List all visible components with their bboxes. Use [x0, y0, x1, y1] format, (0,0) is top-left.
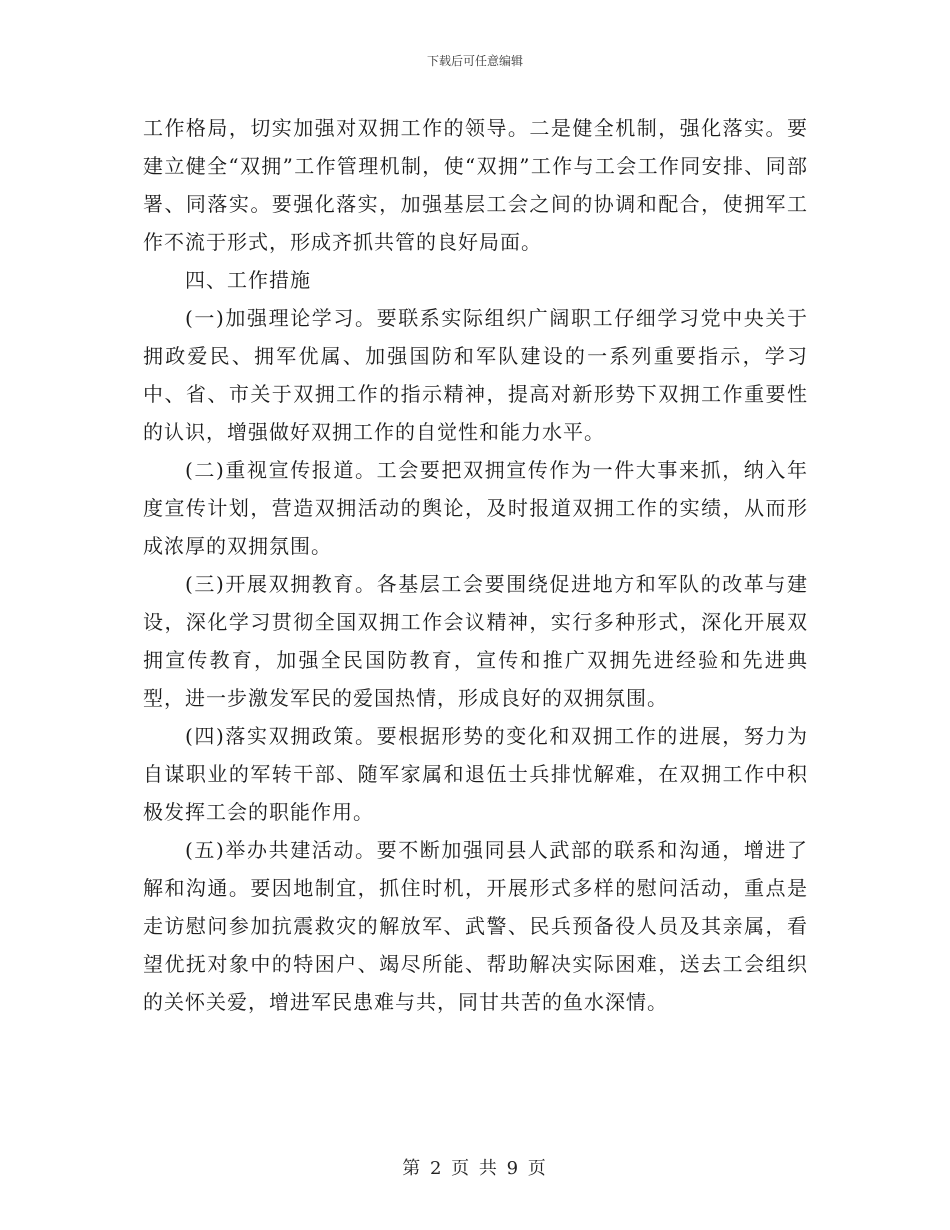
- paragraph-measure-3: (三)开展双拥教育。各基层工会要围绕促进地方和军队的改革与建设，深化学习贯彻全国双拥工作会议精神，实行多种形式，深化开展双拥宣传教育，加强全民国防教育，宣传和推广双拥先进经验和先进典型，进一步激发军民的爱国热情，形成良好的双拥氛围。: [143, 572, 808, 710]
- page-header: 下载后可任意编辑: [426, 54, 523, 68]
- paragraph-measure-4: (四)落实双拥政策。要根据形势的变化和双拥工作的进展，努力为自谋职业的军转干部、随军家属和退伍士兵排忧解难，在双拥工作中积极发挥工会的职能作用。: [143, 724, 808, 824]
- paragraph-1: 工作格局，切实加强对双拥工作的领导。二是健全机制，强化落实。要建立健全“双拥”工作管理机制，使“双拥”工作与工会工作同安排、同部署、同落实。要强化落实，加强基层工会之间的协调和配合，使拥军工作不流于形式，形成齐抓共管的良好局面。: [143, 116, 808, 254]
- page-number: 第 2 页 共 9 页: [402, 1158, 548, 1179]
- section-heading: 四、工作措施: [185, 268, 311, 292]
- paragraph-measure-2: (二)重视宣传报道。工会要把双拥宣传作为一件大事来抓，纳入年度宣传计划，营造双拥活动的舆论，及时报道双拥工作的实绩，从而形成浓厚的双拥氛围。: [143, 458, 808, 558]
- paragraph-measure-5: (五)举办共建活动。要不断加强同县人武部的联系和沟通，增进了解和沟通。要因地制宜，抓住时机，开展形式多样的慰问活动，重点是走访慰问参加抗震救灾的解放军、武警、民兵预备役人员及其亲属，看望优抚对象中的特困户、竭尽所能、帮助解决实际困难，送去工会组织的关怀关爱，增进军民患难与共，同甘共苦的鱼水深情。: [143, 838, 808, 1014]
- paragraph-measure-1: (一)加强理论学习。要联系实际组织广阔职工仔细学习党中央关于拥政爱民、拥军优属、加强国防和军队建设的一系列重要指示，学习中、省、市关于双拥工作的指示精神，提高对新形势下双拥工作重要性的认识，增强做好双拥工作的自觉性和能力水平。: [143, 306, 808, 444]
- document-body: [143, 109, 808, 1021]
